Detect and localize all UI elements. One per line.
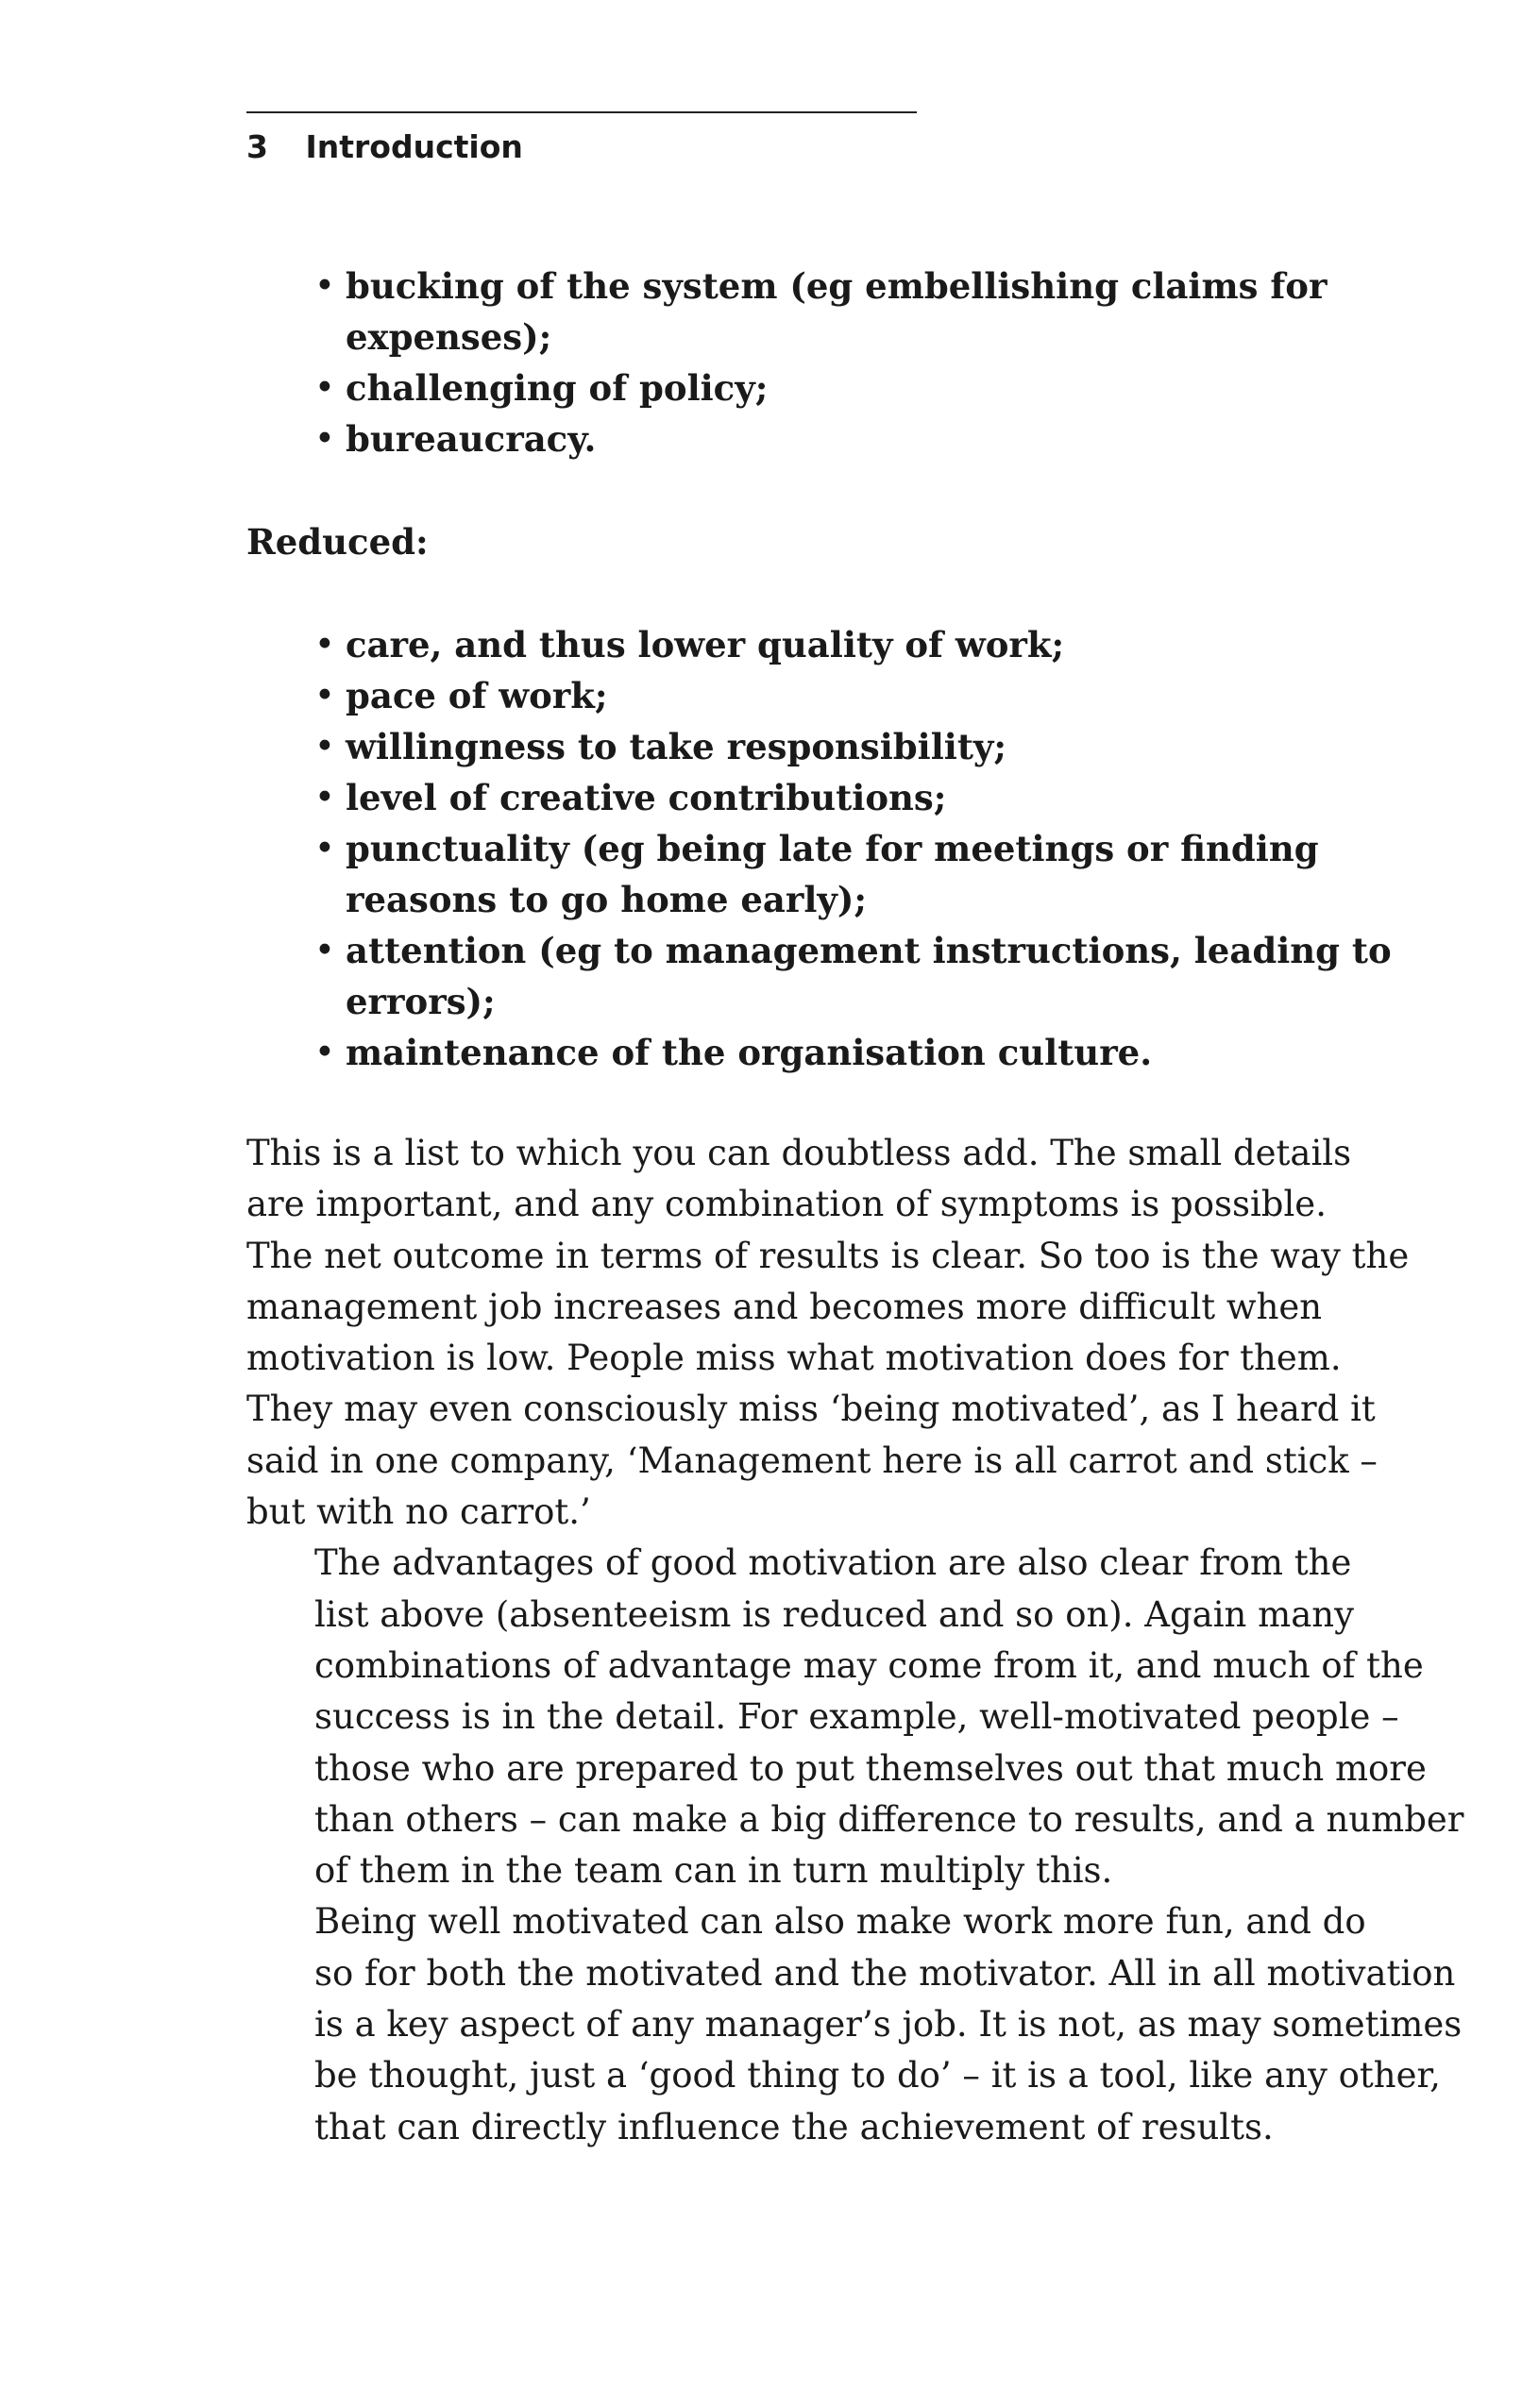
paragraph-line: management job increases and becomes more difficult when <box>246 1286 1323 1327</box>
paragraph-line: those who are prepared to put themselves out that much more <box>314 1747 1427 1789</box>
bullet-icon: • <box>314 367 335 408</box>
list-item-line: errors); <box>346 981 496 1022</box>
bullet-list-continued <box>314 261 1328 464</box>
paragraph-line: is a key aspect of any manager’s job. It is not, as may sometimes <box>314 2004 1463 2046</box>
paragraph-line: of them in the team can in turn multiply this. <box>314 1850 1113 1892</box>
list-item-line: bucking of the system (eg embellishing claims for <box>346 265 1328 307</box>
list-item-line: willingness to take responsibility; <box>346 726 1007 767</box>
list-item-line: care, and thus lower quality of work; <box>346 624 1065 665</box>
list-item <box>314 823 1328 925</box>
bullet-icon: • <box>314 930 335 970</box>
bullet-icon: • <box>314 1032 335 1072</box>
list-item <box>314 721 1328 772</box>
bullet-list-reduced <box>314 619 1392 1078</box>
paragraph-line: so for both the motivated and the motivator. All in all motivation <box>314 1952 1456 1994</box>
page-number: 3 <box>246 128 268 165</box>
paragraph-line: This is a list to which you can doubtless add. The small details <box>246 1133 1352 1173</box>
list-item <box>314 925 1392 1027</box>
paragraph <box>246 1896 1463 2152</box>
paragraph-line: combinations of advantage may come from it, and much of the <box>314 1644 1424 1686</box>
paragraph-line: The advantages of good motivation are also clear from the <box>314 1542 1352 1584</box>
bullet-icon: • <box>314 265 335 306</box>
bullet-icon: • <box>314 726 335 766</box>
list-item <box>314 619 1328 670</box>
bullet-icon: • <box>314 624 335 665</box>
list-item <box>314 772 1328 823</box>
list-item-line: reasons to go home early); <box>346 879 868 920</box>
running-head <box>246 128 523 166</box>
list-item <box>314 261 1328 362</box>
subheading: Reduced: <box>246 521 429 563</box>
paragraph-line: but with no carrot.’ <box>246 1491 591 1533</box>
paragraph-line: list above (absenteeism is reduced and so on). Again many <box>314 1593 1355 1635</box>
bullet-icon: • <box>314 777 335 817</box>
paragraph-line: success is in the detail. For example, well-motivated people – <box>314 1696 1399 1738</box>
body-text <box>246 1128 1464 2153</box>
list-item-line: maintenance of the organisation culture. <box>346 1032 1153 1073</box>
bullet-icon: • <box>314 675 335 716</box>
list-item-line: punctuality (eg being late for meetings or finding <box>346 828 1319 869</box>
list-item <box>314 413 1328 464</box>
paragraph-line: are important, and any combination of symptoms is possible. <box>246 1184 1327 1225</box>
paragraph-line: The net outcome in terms of results is clear. So too is the way the <box>246 1235 1410 1276</box>
list-item-line: expenses); <box>346 316 552 358</box>
paragraph <box>246 1128 1410 1538</box>
paragraph-line: that can directly influence the achievement of results. <box>314 2106 1274 2147</box>
list-item-line: challenging of policy; <box>346 367 769 409</box>
list-item-line: pace of work; <box>346 675 608 716</box>
paragraph-line: be thought, just a ‘good thing to do’ – it is a tool, like any other, <box>314 2055 1441 2096</box>
section-title: Introduction <box>305 128 523 165</box>
bullet-icon: • <box>314 828 335 868</box>
paragraph-line: motivation is low. People miss what motivation does for them. <box>246 1338 1342 1379</box>
list-item-line: bureaucracy. <box>346 418 597 460</box>
paragraph <box>246 1538 1464 1896</box>
list-item <box>314 362 1328 413</box>
header-rule <box>246 111 917 113</box>
bullet-icon: • <box>314 418 335 459</box>
list-item <box>314 670 1328 721</box>
list-item-line: level of creative contributions; <box>346 777 947 818</box>
list-item-line: attention (eg to management instructions, leading to <box>346 930 1392 971</box>
list-item <box>314 1027 1328 1078</box>
paragraph-line: said in one company, ‘Management here is all carrot and stick – <box>246 1440 1378 1481</box>
paragraph-line: than others – can make a big difference to results, and a number <box>314 1798 1464 1840</box>
paragraph-line: Being well motivated can also make work more fun, and do <box>314 1901 1366 1943</box>
paragraph-line: They may even consciously miss ‘being motivated’, as I heard it <box>246 1389 1376 1430</box>
